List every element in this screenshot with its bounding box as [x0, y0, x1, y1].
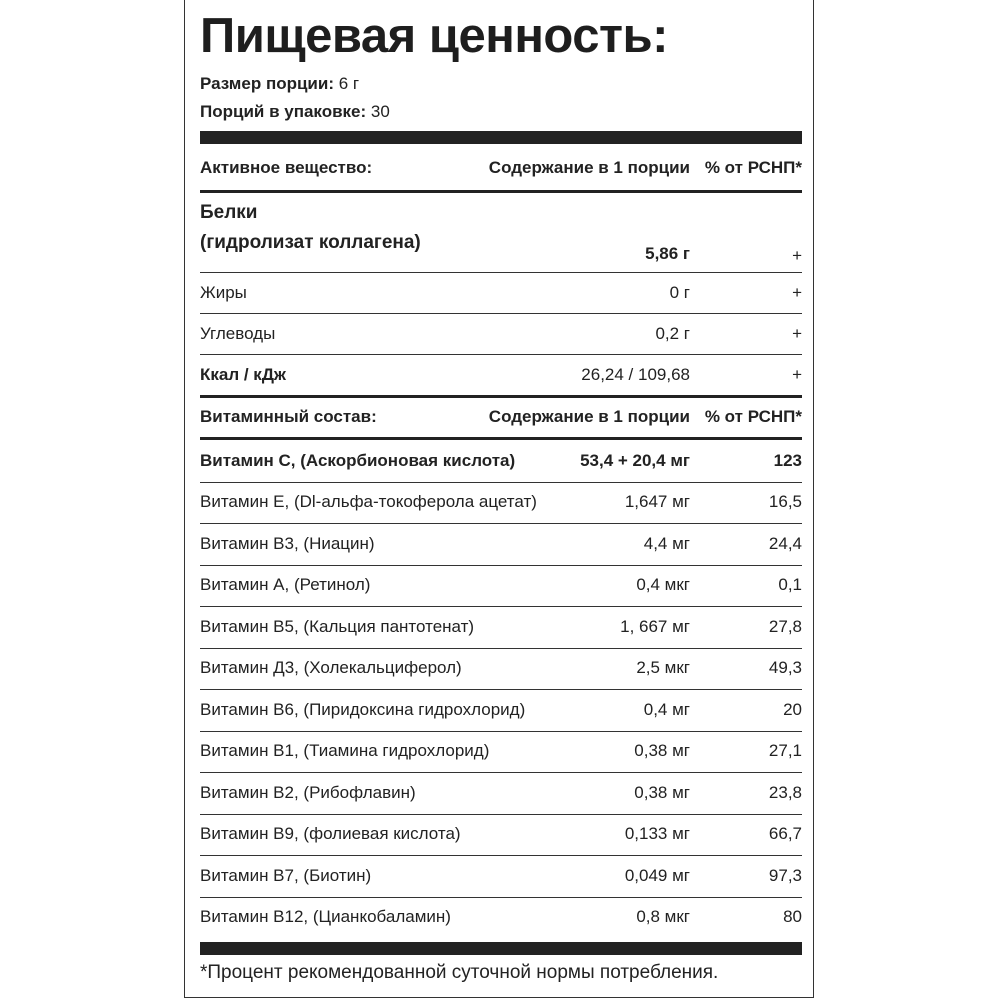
vitamin-row [200, 606, 802, 648]
servings-per-pack-value: 30 [366, 102, 390, 121]
vitamin-name: Витамин В7, (Биотин) [200, 865, 372, 885]
macro-name: Жиры [200, 283, 247, 302]
macro-rsnp: + [792, 365, 802, 384]
protein-name-line1: Белки [200, 202, 258, 223]
vitamin-row [200, 440, 802, 482]
vitamin-name: Витамин В6, (Пиридоксина гидрохлорид) [200, 699, 526, 719]
vitamin-amount: 1,647 мг [624, 492, 690, 512]
vitamin-row [200, 648, 802, 690]
macro-rsnp: + [792, 324, 802, 343]
vitamin-amount: 0,4 мкг [636, 575, 690, 595]
vitamin-amount: 0,133 мг [624, 824, 690, 844]
vitamin-rsnp: 16,5 [768, 492, 802, 512]
macro-name: Ккал / кДж [200, 365, 286, 384]
divider-thick-bottom [200, 942, 802, 955]
vitamin-name: Витамин Д3, (Холекальциферол) [200, 658, 462, 678]
vitamins-header-substance: Витаминный состав: [200, 407, 377, 426]
serving-size-label: Размер порции: [200, 74, 334, 93]
macro-row-fat [200, 273, 802, 313]
vitamin-name: Витамин С, (Аскорбионовая кислота) [200, 450, 516, 470]
servings-per-pack-label: Порций в упаковке: [200, 102, 367, 121]
serving-size [200, 74, 359, 94]
vitamin-rsnp: 27,1 [768, 741, 802, 761]
vitamin-rsnp: 0,1 [778, 575, 802, 595]
macro-row-carbs [200, 314, 802, 354]
serving-size-value: 6 г [334, 74, 360, 93]
vitamin-rsnp: 20 [783, 699, 802, 719]
label-title: Пищевая ценность: [200, 9, 668, 63]
footnote: *Процент рекомендованной суточной нормы потребления. [200, 962, 719, 983]
macro-amount: 0 г [669, 283, 690, 302]
protein-name-line2: (гидролизат коллагена) [200, 232, 421, 253]
vitamin-rsnp: 123 [773, 450, 802, 470]
vitamin-amount: 0,38 мг [634, 741, 690, 761]
servings-per-pack [200, 102, 390, 122]
vitamin-name: Витамин Е, (Dl-альфа-токоферола ацетат) [200, 492, 537, 512]
vitamin-name: Витамин В12, (Цианкобаламин) [200, 907, 451, 927]
vitamin-name: Витамин В3, (Ниацин) [200, 533, 375, 553]
macros-header-row [200, 148, 802, 188]
vitamin-amount: 0,8 мкг [636, 907, 690, 927]
vitamin-row [200, 855, 802, 897]
divider [200, 190, 802, 193]
vitamin-amount: 4,4 мг [643, 533, 690, 553]
vitamin-row [200, 731, 802, 773]
vitamin-row [200, 772, 802, 814]
vitamin-rsnp: 27,8 [768, 616, 802, 636]
vitamin-amount: 53,4 + 20,4 мг [580, 450, 690, 470]
vitamin-row [200, 897, 802, 939]
protein-rsnp: + [792, 246, 802, 265]
vitamin-row [200, 814, 802, 856]
macros-header-rsnp: % от РСНП* [704, 158, 802, 177]
vitamin-name: Витамин В9, (фолиевая кислота) [200, 824, 461, 844]
vitamins-header-row [200, 397, 802, 437]
vitamin-row [200, 689, 802, 731]
divider-thick-top [200, 131, 802, 144]
protein-amount: 5,86 г [645, 244, 690, 263]
vitamin-rsnp: 97,3 [768, 865, 802, 885]
vitamin-amount: 2,5 мкг [636, 658, 690, 678]
macro-row-kcal [200, 355, 802, 395]
vitamin-name: Витамин В1, (Тиамина гидрохлорид) [200, 741, 490, 761]
vitamin-rsnp: 66,7 [768, 824, 802, 844]
vitamin-rsnp: 24,4 [768, 533, 802, 553]
macro-amount: 26,24 / 109,68 [581, 365, 690, 384]
vitamin-row [200, 565, 802, 607]
macro-amount: 0,2 г [655, 324, 690, 343]
macros-header-substance: Активное вещество: [200, 158, 373, 177]
vitamin-row [200, 482, 802, 524]
vitamin-amount: 0,049 мг [624, 865, 690, 885]
vitamin-rsnp: 49,3 [768, 658, 802, 678]
vitamin-name: Витамин А, (Ретинол) [200, 575, 371, 595]
protein-name [200, 196, 421, 274]
vitamin-amount: 1, 667 мг [620, 616, 690, 636]
vitamin-amount: 0,38 мг [634, 782, 690, 802]
vitamin-rsnp: 23,8 [768, 782, 802, 802]
vitamin-rsnp: 80 [783, 907, 802, 927]
vitamins-header-amount: Содержание в 1 порции [488, 407, 690, 426]
vitamin-name: Витамин В5, (Кальция пантотенат) [200, 616, 475, 636]
vitamins-header-rsnp: % от РСНП* [704, 407, 802, 426]
macros-header-amount: Содержание в 1 порции [488, 158, 690, 177]
protein-row [200, 196, 802, 272]
macro-rsnp: + [792, 283, 802, 302]
vitamin-amount: 0,4 мг [643, 699, 690, 719]
macro-name: Углеводы [200, 324, 276, 343]
vitamin-row [200, 523, 802, 565]
vitamin-name: Витамин В2, (Рибофлавин) [200, 782, 416, 802]
